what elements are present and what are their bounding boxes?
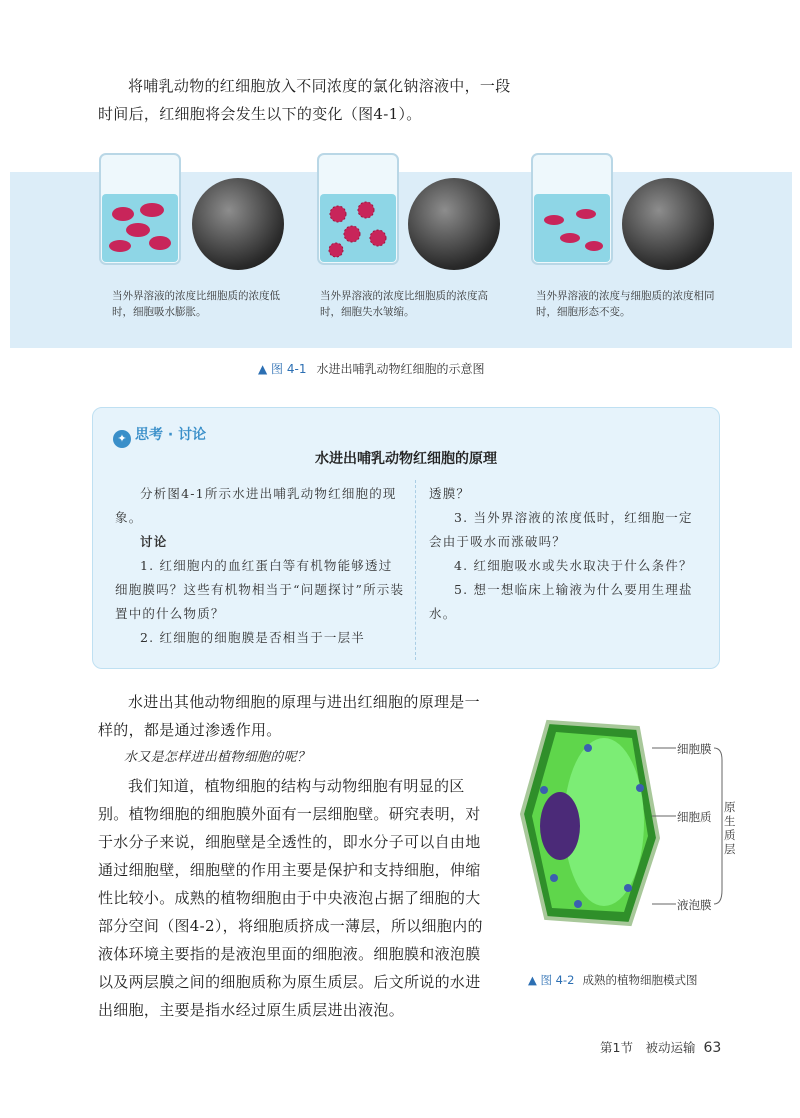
label-vacuole-membrane: 液泡膜: [677, 898, 712, 912]
page-number: 63: [703, 1040, 722, 1056]
beaker-normal-illustration: [522, 148, 622, 266]
paragraph-3: 我们知道，植物细胞的结构与动物细胞有明显的区别。植物细胞的细胞膜外面有一层细胞壁。研究表明，对于水分子来说，细胞壁是全透性的，即水分子可以自由地通过细胞壁，细胞壁的作用主要是保护和支持细胞，伸缩性比较小。成熟的植物细胞由于中央液泡占据了细胞的大部分空间（图4-2），将细胞质挤成一薄层，所以细胞内的液体环境主要指的是液泡里面的细胞液。细胞膜和液泡膜以及两层膜之间的细胞质称为原生质层。后文所说的水进出细胞，主要是指水经过原生质层进出液泡。: [98, 777, 483, 1019]
figure-4-1-title: 水进出哺乳动物红细胞的示意图: [316, 362, 485, 376]
paragraph-1: 水进出其他动物细胞的原理与进出红细胞的原理是一样的，都是通过渗透作用。: [98, 693, 480, 739]
discussion-tag: [113, 424, 206, 448]
figure-4-1: [10, 172, 792, 348]
paragraph-2: 水又是怎样进出植物细胞的呢？: [124, 750, 311, 765]
beaker-shrinking-illustration: [308, 148, 408, 266]
label-cell-membrane: 细胞膜: [677, 742, 712, 756]
label-protoplast-layer: 原生质层: [724, 800, 736, 856]
discussion-right-column: [429, 482, 703, 626]
question-2-start: 2. 红细胞的细胞膜是否相当于一层半: [140, 630, 366, 645]
discussion-intro: 分析图4-1所示水进出哺乳动物红细胞的现象。: [115, 486, 397, 525]
caption-swelling: 当外界溶液的浓度比细胞质的浓度低时，细胞吸水膨胀。: [112, 290, 280, 318]
caption-normal: 当外界溶液的浓度与细胞质的浓度相同时，细胞形态不变。: [536, 290, 715, 318]
figure-4-2-title: 成熟的植物细胞模式图: [582, 973, 698, 987]
discussion-divider: [415, 480, 416, 660]
figure-4-1-caption: [258, 360, 484, 377]
discussion-left-column: [115, 482, 405, 650]
question-2-end: 透膜？: [429, 486, 471, 501]
question-5: 5. 想一想临床上输液为什么要用生理盐水。: [429, 582, 693, 621]
micrograph-normal-cells: [622, 178, 714, 270]
body-text: [98, 688, 494, 1024]
discussion-tag-label: 思考 · 讨论: [135, 427, 207, 443]
beaker-swelling-illustration: [90, 148, 190, 266]
lightbulb-icon: ✦: [113, 430, 131, 448]
section-title: 第1节 被动运输: [600, 1040, 696, 1055]
question-3: 3. 当外界溶液的浓度低时，红细胞一定会由于吸水而涨破吗？: [429, 510, 693, 549]
discussion-title: 水进出哺乳动物红细胞的原理: [315, 451, 497, 467]
plant-cell-diagram: [518, 718, 660, 928]
question-1: 1. 红细胞内的血红蛋白等有机物能够透过细胞膜吗？这些有机物相当于“问题探讨”所示装置中的什么物质？: [115, 558, 405, 621]
micrograph-swollen-cells: [192, 178, 284, 270]
intro-paragraph: 将哺乳动物的红细胞放入不同浓度的氯化钠溶液中，一段时间后，红细胞将会发生以下的变化（图4-1）。: [98, 77, 511, 123]
figure-4-2-caption: [528, 972, 697, 988]
label-leader-lines: [652, 740, 732, 920]
caption-shrinking: 当外界溶液的浓度比细胞质的浓度高时，细胞失水皱缩。: [320, 290, 488, 318]
discussion-heading: 讨论: [140, 534, 168, 549]
discussion-box: [92, 407, 720, 669]
figure-4-2-label: ▲ 图 4-2: [528, 973, 575, 987]
figure-4-1-label: ▲ 图 4-1: [258, 362, 307, 376]
question-4: 4. 红细胞吸水或失水取决于什么条件？: [454, 558, 693, 573]
micrograph-shrunken-cells: [408, 178, 500, 270]
page-footer: [600, 1038, 721, 1056]
label-cytoplasm: 细胞质: [677, 810, 712, 824]
